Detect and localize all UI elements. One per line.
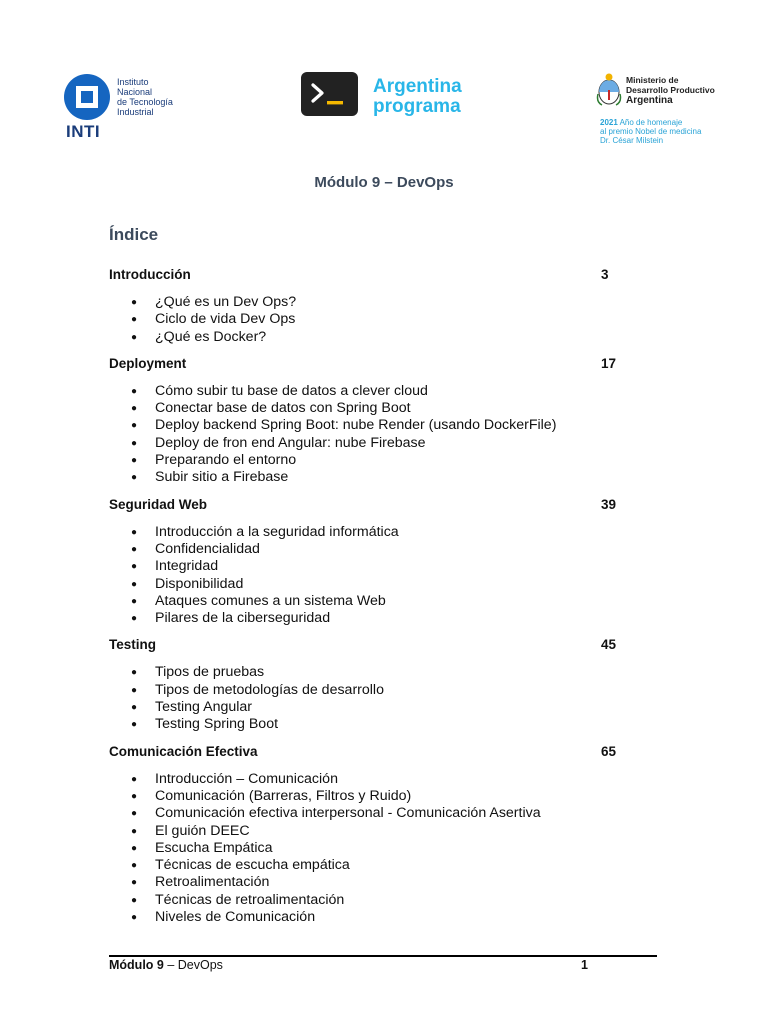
list-item: ● Tipos de metodologías de desarrollo — [131, 682, 629, 699]
toc-page-number: 39 — [601, 496, 617, 512]
list-item: ● Técnicas de retroalimentación — [131, 892, 629, 909]
toc-item-list — [109, 771, 629, 927]
inti-acronym: INTI — [66, 122, 101, 141]
table-of-contents — [109, 267, 629, 936]
toc-item-list — [109, 664, 629, 733]
list-item: ● Subir sitio a Firebase — [131, 469, 629, 486]
list-item: ● Niveles de Comunicación — [131, 909, 629, 926]
list-item: ● Comunicación (Barreras, Filtros y Ruido) — [131, 788, 629, 805]
toc-section-title: Seguridad Web — [109, 496, 208, 512]
inti-emblem-icon — [64, 74, 110, 120]
homenaje-note: 2021 Año de homenaje al premio Nobel de medicina Dr. César Milstein — [600, 118, 702, 145]
list-item: ● Pilares de la ciberseguridad — [131, 610, 629, 627]
toc-section-title: Deployment — [109, 355, 187, 371]
toc-section-comunicacion-efectiva — [109, 744, 629, 927]
list-item: ● Técnicas de escucha empática — [131, 857, 629, 874]
toc-section-title: Comunicación Efectiva — [109, 743, 258, 759]
list-item: ● Preparando el entorno — [131, 452, 629, 469]
list-item: ● Testing Angular — [131, 699, 629, 716]
argentina-programa-wordmark: Argentina programa — [373, 76, 462, 117]
argentina-programa-logo — [301, 72, 491, 118]
list-item: ● Introducción a la seguridad informática — [131, 524, 629, 541]
list-item: ● Integridad — [131, 558, 629, 575]
toc-section-header[interactable] — [109, 267, 629, 283]
toc-page-number: 3 — [601, 267, 609, 282]
toc-section-title: Introducción — [109, 267, 191, 282]
toc-item-list — [109, 383, 629, 487]
list-item: ● Conectar base de datos con Spring Boot — [131, 400, 629, 417]
toc-section-title: Testing — [109, 637, 156, 653]
document-title: Módulo 9 – DevOps — [314, 174, 454, 191]
list-item: ● Comunicación efectiva interpersonal - Comunicación Asertiva — [131, 805, 629, 822]
list-item: ● Introducción – Comunicación — [131, 771, 629, 788]
ministerio-name: Ministerio de Desarrollo Productivo Argentina — [626, 75, 715, 106]
list-item: ● Confidencialidad — [131, 541, 629, 558]
toc-section-seguridad-web — [109, 497, 629, 628]
list-item: ● Cómo subir tu base de datos a clever cloud — [131, 383, 629, 400]
toc-section-testing — [109, 637, 629, 733]
toc-section-deployment — [109, 356, 629, 487]
toc-item-list — [109, 524, 629, 628]
terminal-prompt-icon — [301, 72, 358, 116]
list-item: ● ¿Qué es un Dev Ops? — [131, 294, 629, 311]
footer-module-label: Módulo 9 – DevOps — [109, 958, 223, 972]
list-item: ● Deploy backend Spring Boot: nube Render (usando DockerFile) — [131, 417, 629, 434]
footer-divider — [109, 955, 657, 957]
list-item: ● Ataques comunes a un sistema Web — [131, 593, 629, 610]
list-item: ● Tipos de pruebas — [131, 664, 629, 681]
ministerio-logo — [596, 72, 746, 148]
list-item: ● El guión DEEC — [131, 823, 629, 840]
index-heading: Índice — [109, 225, 159, 244]
toc-section-header[interactable] — [109, 497, 629, 513]
list-item: ● Escucha Empática — [131, 840, 629, 857]
list-item: ● Ciclo de vida Dev Ops — [131, 311, 629, 328]
toc-page-number: 45 — [601, 637, 617, 653]
toc-section-introduccion — [109, 267, 629, 346]
inti-full-name: Instituto Nacional de Tecnología Industrial — [117, 77, 173, 117]
list-item: ● Testing Spring Boot — [131, 716, 629, 733]
toc-section-header[interactable] — [109, 637, 629, 653]
list-item: ● Retroalimentación — [131, 874, 629, 891]
toc-item-list — [109, 294, 629, 346]
footer-page-number: 1 — [581, 958, 588, 972]
toc-section-header[interactable] — [109, 744, 629, 760]
toc-section-header[interactable] — [109, 356, 629, 372]
list-item: ● Deploy de fron end Angular: nube Firebase — [131, 435, 629, 452]
list-item: ● Disponibilidad — [131, 576, 629, 593]
toc-page-number: 65 — [601, 743, 617, 759]
list-item: ● ¿Qué es Docker? — [131, 329, 629, 346]
toc-page-number: 17 — [601, 355, 617, 371]
national-seal-icon — [596, 72, 622, 108]
inti-logo — [64, 74, 194, 140]
